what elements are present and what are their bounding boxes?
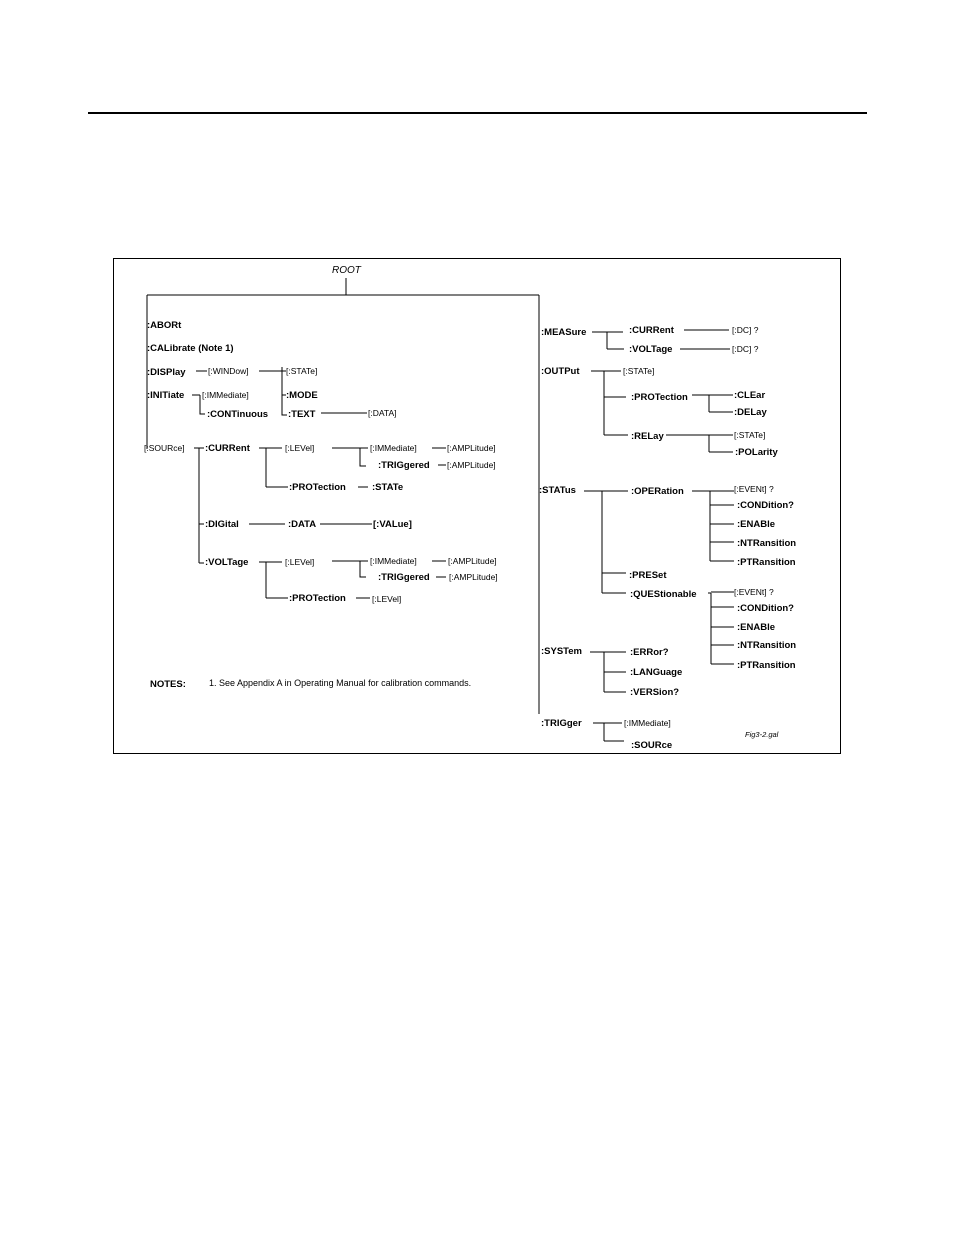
display-node: :DISPlay: [147, 367, 186, 378]
notes-text: 1. See Appendix A in Operating Manual for calibration commands.: [209, 678, 472, 688]
figure-id: Fig3-2.gal: [745, 730, 779, 739]
trig-source-node: :SOURce: [631, 740, 673, 751]
header-rule: [88, 112, 867, 114]
cur-level-node: [:LEVel]: [285, 443, 315, 453]
op-ptransition-node: :PTRansition: [737, 557, 796, 568]
volt-level-node: [:LEVel]: [285, 557, 315, 567]
out-clear-node: :CLEar: [734, 390, 766, 401]
abort-node: :ABORt: [147, 320, 182, 331]
display-window-node: [:WINDow]: [208, 366, 249, 376]
meas-voltage-node: :VOLTage: [629, 344, 673, 355]
meas-dc-1-node: [:DC] ?: [732, 325, 759, 335]
measure-node: :MEASure: [541, 327, 587, 338]
q-enable-node: :ENABle: [737, 622, 776, 633]
display-state-node: [:STATe]: [286, 366, 318, 376]
op-event-node: [:EVENt] ?: [734, 484, 774, 494]
out-protection-node: :PROTection: [631, 392, 688, 403]
cur-amplitude-1-node: [:AMPLitude]: [447, 443, 496, 453]
display-data-node: [:DATA]: [368, 408, 397, 418]
cur-protection-node: :PROTection: [289, 482, 346, 493]
root-label: ROOT: [332, 265, 361, 276]
initiate-node: :INITiate: [147, 390, 185, 401]
volt-immediate-node: [:IMMediate]: [370, 556, 417, 566]
display-mode-node: :MODE: [286, 390, 318, 401]
dig-data-node: :DATA: [288, 519, 317, 530]
calibrate-node: :CALibrate (Note 1): [147, 343, 234, 354]
op-condition-node: :CONDition?: [737, 500, 794, 511]
out-relay-node: :RELay: [631, 431, 664, 442]
volt-amplitude-2-node: [:AMPLitude]: [449, 572, 498, 582]
meas-dc-2-node: [:DC] ?: [732, 344, 759, 354]
dig-value-node: [:VALue]: [373, 519, 412, 530]
stat-operation-node: :OPERation: [631, 486, 684, 497]
cur-immediate-node: [:IMMediate]: [370, 443, 417, 453]
q-ptransition-node: :PTRansition: [737, 660, 796, 671]
trig-immediate-node: [:IMMediate]: [624, 718, 671, 728]
trigger-node: :TRIGger: [541, 718, 582, 729]
display-text-node: :TEXT: [288, 409, 316, 420]
stat-preset-node: :PRESet: [629, 570, 667, 581]
out-state-node: [:STATe]: [623, 366, 655, 376]
q-ntransition-node: :NTRansition: [737, 640, 797, 651]
status-node: :STATus: [539, 485, 576, 496]
relay-polarity-node: :POLarity: [735, 447, 778, 458]
src-digital-node: :DIGital: [205, 519, 239, 530]
sys-version-node: :VERSion?: [630, 687, 680, 698]
src-voltage-node: :VOLTage: [205, 557, 249, 568]
stat-questionable-node: :QUEStionable: [630, 589, 697, 600]
meas-current-node: :CURRent: [629, 325, 674, 336]
output-node: :OUTPut: [541, 366, 580, 377]
notes-label: NOTES:: [150, 679, 186, 690]
init-continuous-node: :CONTinuous: [207, 409, 269, 420]
volt-protection-node: :PROTection: [289, 593, 346, 604]
op-ntransition-node: :NTRansition: [737, 538, 797, 549]
volt-triggered-node: :TRIGgered: [378, 572, 430, 583]
q-condition-node: :CONDition?: [737, 603, 794, 614]
system-node: :SYSTem: [541, 646, 583, 657]
cur-triggered-node: :TRIGgered: [378, 460, 430, 471]
sys-language-node: :LANGuage: [630, 667, 683, 678]
sys-error-node: :ERRor?: [630, 647, 669, 658]
cur-prot-state-node: :STATe: [372, 482, 404, 493]
op-enable-node: :ENABle: [737, 519, 776, 530]
volt-prot-level-node: [:LEVel]: [372, 594, 402, 604]
cur-amplitude-2-node: [:AMPLitude]: [447, 460, 496, 470]
init-immediate-node: [:IMMediate]: [202, 390, 249, 400]
volt-amplitude-1-node: [:AMPLitude]: [448, 556, 497, 566]
source-node: [:SOURce]: [144, 443, 185, 453]
scpi-command-tree: [113, 258, 841, 754]
out-delay-node: :DELay: [734, 407, 767, 418]
src-current-node: :CURRent: [205, 443, 250, 454]
relay-state-node: [:STATe]: [734, 430, 766, 440]
command-tree-svg: [114, 259, 842, 755]
q-event-node: [:EVENt] ?: [734, 587, 774, 597]
